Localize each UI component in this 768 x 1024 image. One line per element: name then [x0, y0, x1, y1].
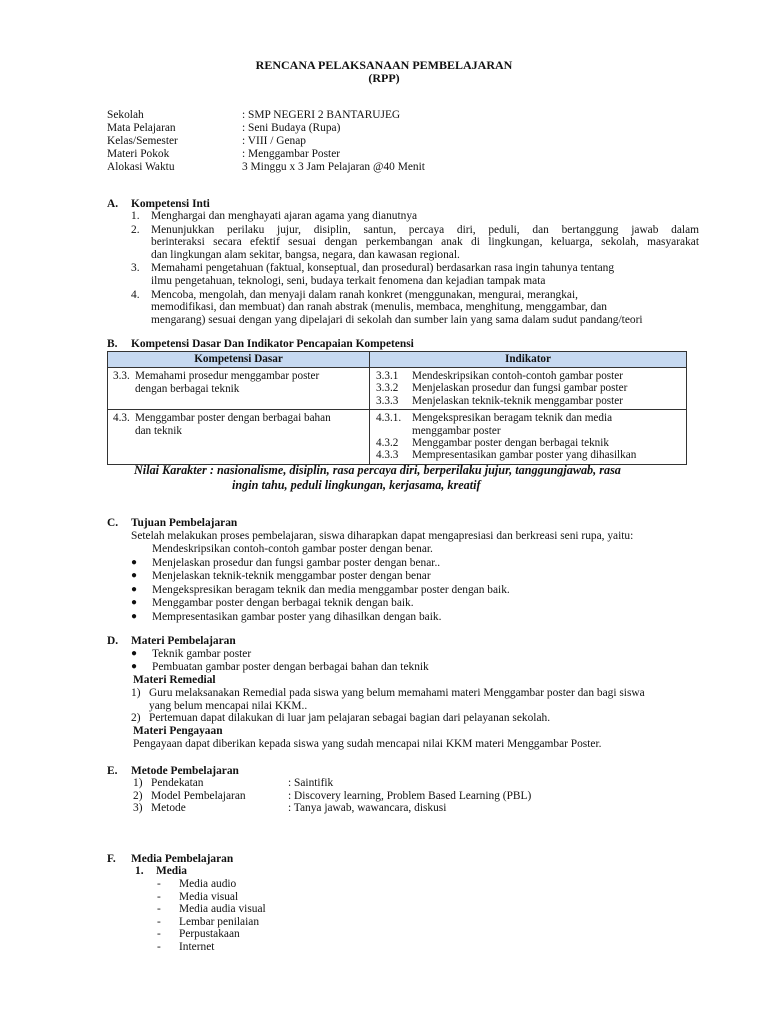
metode-value: : Discovery learning, Problem Based Learning (PBL) [288, 789, 532, 802]
remedial-heading: Materi Remedial [133, 674, 216, 686]
bullet-icon: ● [131, 557, 138, 568]
ki-text [151, 289, 643, 327]
tujuan-item-text: Mengekspresikan beragam teknik dan media menggambar poster dengan baik. [152, 583, 510, 596]
section-f-letter: F. [107, 853, 116, 865]
indicator-text [412, 449, 636, 461]
metode-item [133, 802, 531, 815]
media-dash: - [157, 890, 161, 903]
ki-text [151, 224, 699, 262]
ki-text [151, 262, 614, 287]
materi-item-text: Pembuatan gambar poster dengan berbagai bahan dan teknik [152, 660, 429, 673]
bullet-icon: ● [131, 597, 138, 609]
indicator-line: menggambar poster [412, 424, 501, 437]
section-d-heading: Materi Pembelajaran [131, 635, 236, 647]
remedial-number: 2) [131, 712, 141, 725]
ki-line: ilmu pengetahuan, teknologi, seni, budaya terkait fenomena dan kejadian tampak mata [151, 274, 546, 287]
metode-item [133, 790, 531, 803]
materi-item [131, 648, 429, 661]
section-e-letter: E. [107, 765, 118, 777]
section-a-letter: A. [107, 198, 119, 210]
indicator-text [412, 382, 627, 394]
pengayaan-heading: Materi Pengayaan [133, 725, 223, 737]
ki-item [131, 224, 699, 262]
ki-number: 3. [131, 262, 140, 275]
kd-entry [113, 412, 365, 438]
tujuan-item [131, 557, 510, 570]
remedial-text [149, 687, 645, 712]
kd-entry [113, 370, 365, 396]
tujuan-item [131, 570, 510, 583]
tujuan-item [131, 597, 510, 610]
kd-text [135, 370, 319, 396]
karakter-line-1: Nilai Karakter : nasionalisme, disiplin, rasa percaya diri, berperilaku jujur, tanggungjawab, rasa [134, 463, 621, 477]
kd-table-row [108, 410, 687, 465]
ki-number: 2. [131, 223, 140, 236]
indicator-text [412, 395, 623, 407]
kd-cell [108, 410, 370, 465]
remedial-text [149, 712, 550, 725]
materi-item [131, 661, 429, 674]
media-text: Internet [179, 940, 215, 953]
remedial-item [131, 687, 645, 712]
materi-list [131, 648, 429, 674]
media-dash: - [157, 903, 161, 916]
ki-line: memodifikasi, dan membuat) dan ranah abstrak (menulis, membaca, menghitung, menggambar, dan [151, 301, 607, 314]
indicator-item [376, 437, 682, 449]
metode-number: 1) [133, 777, 143, 789]
indicator-item [376, 395, 682, 407]
indicator-line: Menjelaskan teknik-teknik menggambar poster [412, 394, 623, 407]
ki-number: 4. [131, 288, 140, 301]
metode-value: : Saintifik [288, 777, 334, 789]
indicator-item [376, 449, 682, 461]
section-d-letter: D. [107, 635, 119, 647]
tujuan-item-text: Menggambar poster dengan berbagai teknik dengan baik. [152, 597, 414, 610]
kd-cell [108, 368, 370, 410]
tujuan-list [131, 557, 510, 624]
kd-table-row [108, 368, 687, 410]
metode-value: : Tanya jawab, wawancara, diskusi [288, 802, 447, 815]
bullet-icon: ● [131, 610, 138, 622]
media-dash: - [157, 915, 161, 928]
ki-line: Menghargai dan menghayati ajaran agama yang dianutnya [151, 210, 418, 222]
indicator-item [376, 412, 682, 437]
section-f-heading: Media Pembelajaran [131, 853, 234, 865]
identity-label: Kelas/Semester [107, 135, 178, 147]
media-list [157, 878, 266, 954]
ki-line: dan lingkungan alam sekitar, bangsa, negara, dan kawasan regional. [151, 248, 460, 261]
media-dash: - [157, 928, 161, 941]
indicator-item [376, 370, 682, 382]
metode-number: 2) [133, 789, 143, 802]
section-b-heading: Kompetensi Dasar Dan Indikator Pencapaian Kompetensi [131, 338, 414, 350]
ki-item [131, 210, 699, 223]
section-c-letter: C. [107, 517, 119, 529]
ki-item [131, 289, 699, 327]
media-item [157, 941, 266, 954]
tujuan-item-text: Mempresentasikan gambar poster yang dihasilkan dengan baik. [152, 610, 442, 623]
indicator-number: 3.3.2 [376, 382, 399, 395]
kd-line: Memahami prosedur menggambar poster [135, 370, 320, 382]
identity-label: Mata Pelajaran [107, 122, 176, 134]
kd-line: dan teknik [135, 425, 182, 438]
identity-label: Materi Pokok [107, 148, 170, 160]
remedial-line: Guru melaksanakan Remedial pada siswa yang belum memahami materi Menggambar poster dan bagi siswa [149, 687, 645, 699]
kd-column-header: Kompetensi Dasar [108, 352, 370, 368]
bullet-icon: ● [131, 583, 138, 595]
indicator-number: 4.3.2 [376, 437, 399, 450]
kd-line: dengan berbagai teknik [135, 383, 240, 395]
remedial-list [131, 687, 645, 725]
kd-table [107, 351, 687, 465]
media-sub-num: 1. [135, 865, 144, 877]
indicator-line: Mengekspresikan beragam teknik dan media [412, 412, 613, 425]
ki-line: Memahami pengetahuan (faktual, konseptual, dan prosedural) berdasarkan rasa ingin tahunya tentang [151, 262, 615, 275]
ki-line: Menunjukkan perilaku jujur, disiplin, santun, percaya diri, peduli, dan bertanggung jawab dalam [151, 223, 699, 236]
identity-value: : Menggambar Poster [242, 148, 341, 160]
indicator-column-header: Indikator [370, 352, 687, 368]
media-sub-heading: Media [156, 865, 188, 877]
indicator-line: Mendeskripsikan contoh-contoh gambar poster [412, 370, 623, 382]
kd-line: Menggambar poster dengan berbagai bahan [135, 412, 331, 425]
materi-item-text: Teknik gambar poster [152, 648, 252, 660]
doc-subtitle: (RPP) [368, 71, 400, 85]
indicator-cell [370, 368, 687, 410]
ki-line: Mencoba, mengolah, dan menyaji dalam ranah konkret (menggunakan, mengurai, merangkai, [151, 288, 578, 301]
pengayaan-text: Pengayaan dapat diberikan kepada siswa yang sudah mencapai nilai KKM materi Menggambar Poster. [133, 738, 602, 750]
section-c-heading: Tujuan Pembelajaran [131, 517, 238, 529]
media-dash: - [157, 940, 161, 953]
metode-label: Metode [151, 802, 186, 815]
media-text: Media audio [179, 878, 237, 890]
doc-title: RENCANA PELAKSANAAN PEMBELAJARAN [255, 58, 513, 72]
indicator-number: 3.3.1 [376, 370, 399, 382]
remedial-number: 1) [131, 687, 141, 699]
indicator-text [412, 437, 609, 449]
tujuan-item-text: Menjelaskan teknik-teknik menggambar poster dengan benar [152, 570, 431, 583]
identity-value: : VIII / Genap [242, 135, 306, 147]
kd-text [135, 412, 331, 438]
media-text: Media visual [179, 890, 239, 903]
metode-list [133, 777, 531, 815]
indicator-line: Menjelaskan prosedur dan fungsi gambar poster [412, 382, 628, 395]
ki-line: mengarang) sesuai dengan yang dipelajari di sekolah dan sumber lain yang sama dalam sudut pandang/teori [151, 313, 643, 326]
identity-value: : Seni Budaya (Rupa) [242, 122, 341, 134]
identity-label: Alokasi Waktu [107, 161, 175, 173]
metode-item [133, 777, 531, 790]
indicator-text [412, 370, 623, 382]
indicator-text [412, 412, 612, 437]
ki-number: 1. [131, 210, 140, 222]
ki-line: berinteraksi secara efektif sesuai dengan perkembangan anak di lingkungan, keluarga, sekolah, masyarakat [151, 236, 699, 249]
ki-text [151, 210, 417, 223]
indicator-cell [370, 410, 687, 465]
kd-number: 3.3. [113, 370, 130, 382]
indicator-line: Mempresentasikan gambar poster yang dihasilkan [412, 449, 637, 462]
identity-value: : SMP NEGERI 2 BANTARUJEG [242, 109, 401, 121]
indicator-number: 3.3.3 [376, 394, 399, 407]
tujuan-item [131, 611, 510, 624]
tujuan-first: Mendeskripsikan contoh-contoh gambar poster dengan benar. [152, 543, 433, 555]
remedial-item [131, 712, 645, 725]
bullet-icon: ● [131, 648, 138, 659]
remedial-line: yang belum mencapai nilai KKM.. [149, 699, 308, 712]
karakter-line-2: ingin tahu, peduli lingkungan, kerjasama, kreatif [232, 478, 481, 492]
identity-value: 3 Minggu x 3 Jam Pelajaran @40 Menit [242, 161, 425, 173]
media-item [157, 903, 266, 916]
tujuan-intro: Setelah melakukan proses pembelajaran, siswa diharapkan dapat mengapresiasi dan berkreasi seni rupa, yaitu: [131, 530, 634, 542]
indicator-number: 4.3.1. [376, 412, 402, 425]
media-dash: - [157, 878, 161, 890]
bullet-icon: ● [131, 570, 138, 582]
section-b-letter: B. [107, 338, 118, 350]
media-text: Perpustakaan [179, 928, 240, 941]
metode-label: Model Pembelajaran [151, 789, 246, 802]
media-item [157, 891, 266, 904]
ki-list [131, 210, 699, 327]
media-text: Media audia visual [179, 903, 266, 916]
kd-number: 4.3. [113, 412, 130, 425]
indicator-line: Menggambar poster dengan berbagai teknik [412, 437, 609, 450]
indicator-number: 4.3.3 [376, 449, 399, 462]
media-item [157, 928, 266, 941]
ki-item [131, 262, 699, 287]
media-item [157, 916, 266, 929]
media-text: Lembar penilaian [179, 915, 260, 928]
section-a-heading: Kompetensi Inti [131, 198, 210, 210]
media-item [157, 878, 266, 891]
metode-label: Pendekatan [151, 777, 204, 789]
tujuan-item-text: Menjelaskan prosedur dan fungsi gambar poster dengan benar.. [152, 557, 441, 569]
tujuan-item [131, 584, 510, 597]
section-e-heading: Metode Pembelajaran [131, 765, 239, 777]
metode-number: 3) [133, 802, 143, 815]
identity-label: Sekolah [107, 109, 144, 121]
remedial-line: Pertemuan dapat dilakukan di luar jam pelajaran sebagai bagian dari pelayanan sekolah. [149, 712, 551, 725]
indicator-item [376, 382, 682, 394]
bullet-icon: ● [131, 660, 138, 672]
